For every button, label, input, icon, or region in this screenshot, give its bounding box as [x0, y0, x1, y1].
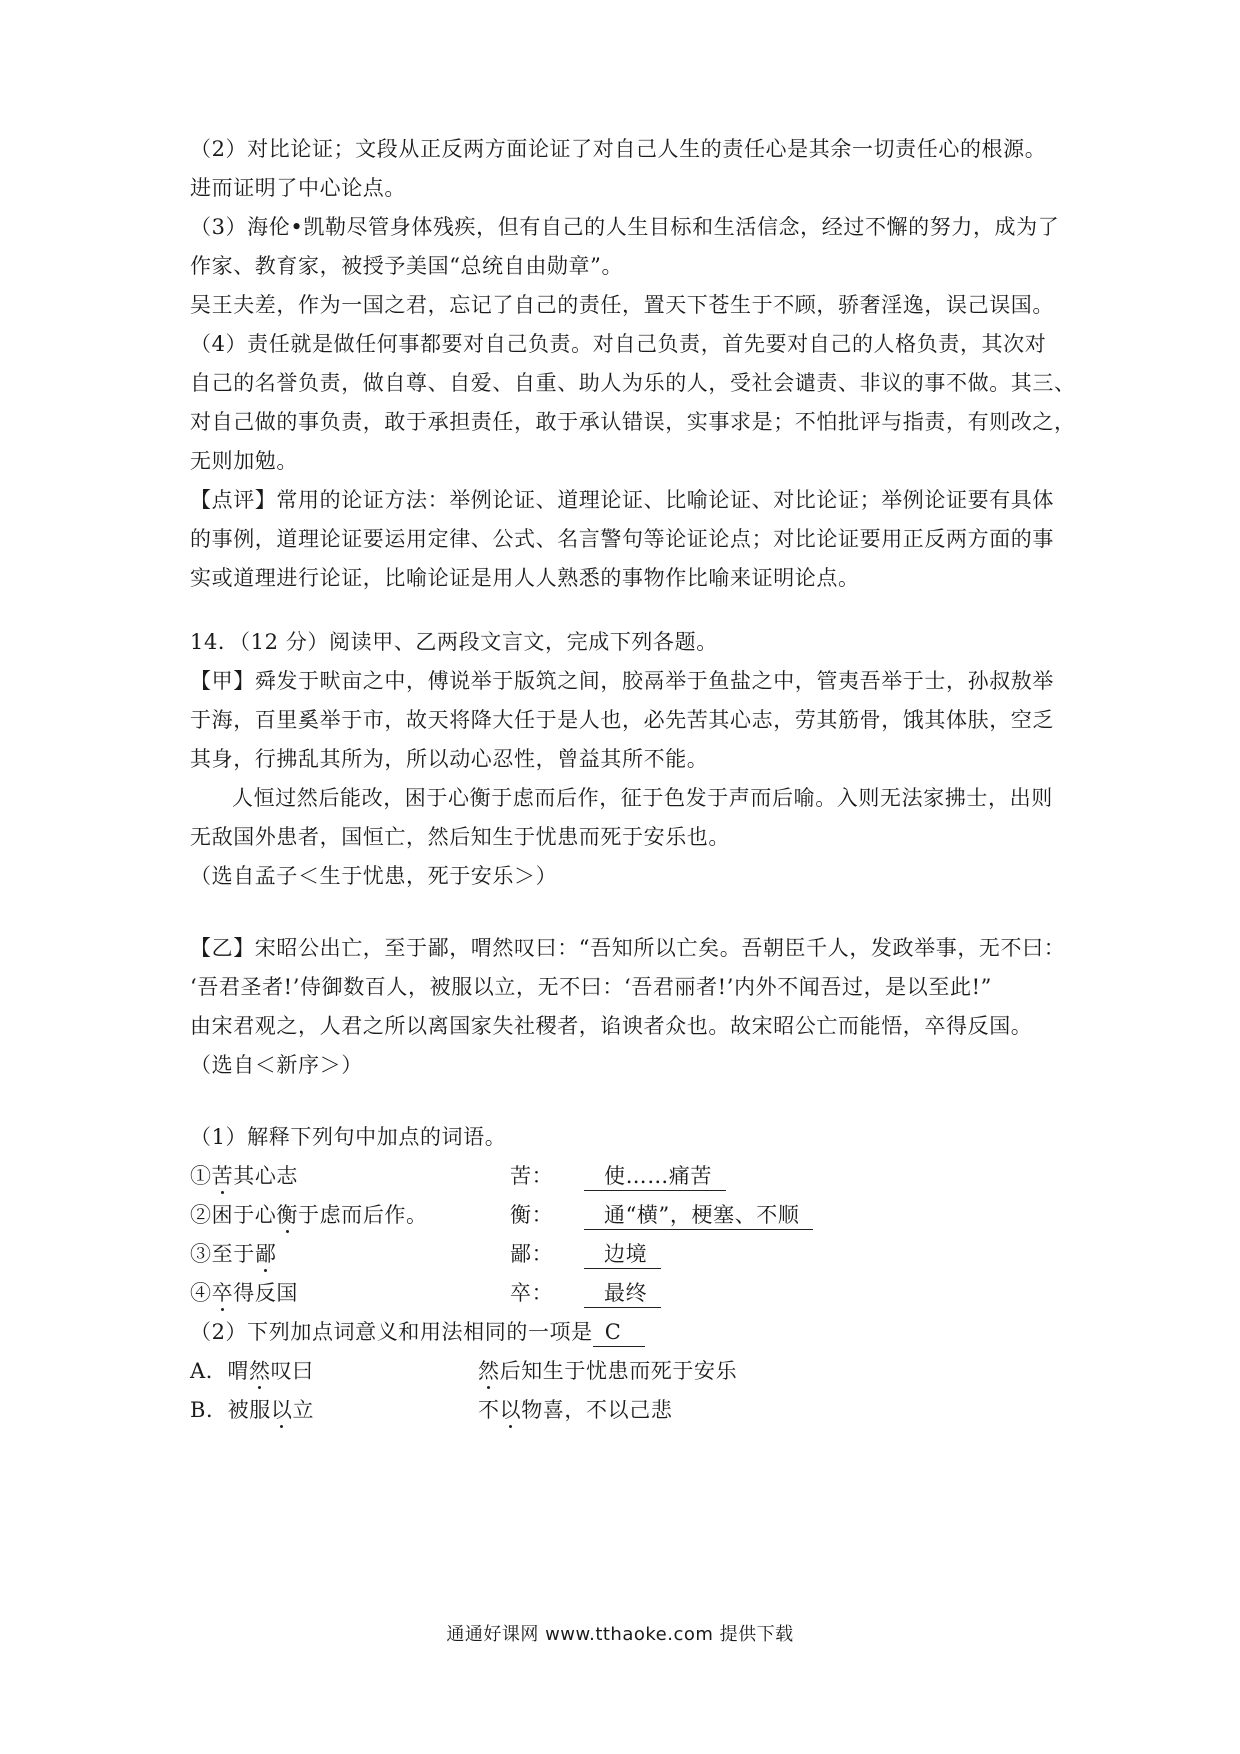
answer-blank: 使……痛苦: [584, 1163, 726, 1191]
answer-4-line-4: 无则加勉。: [190, 449, 298, 473]
option-compare-text: 后知生于忧患而死于安乐: [499, 1359, 738, 1383]
comment-line-3: 实或道理进行论证，比喻论证是用人人熟悉的事物作比喻来证明论点。: [190, 566, 860, 590]
vocab-num: ③: [190, 1242, 212, 1266]
dotted-word: 然: [248, 1359, 271, 1383]
vocab-answer-4: [584, 1278, 661, 1308]
text-yi-line-1: 【乙】宋昭公出亡，至于鄙，喟然叹曰：“吾知所以亡矣。吾朝臣千人，发政举事，无不曰：: [190, 936, 1066, 960]
vocab-num: ①: [190, 1164, 212, 1188]
text-jia-line-1: 【甲】舜发于畎亩之中，傅说举于版筑之间，胶鬲举于鱼盐之中，管夷吾举于士，孙叔敖举: [190, 669, 1054, 693]
text-yi-source: （选自＜新序＞）: [190, 1053, 363, 1077]
option-b-compare: [478, 1395, 672, 1425]
dotted-word: 衡: [276, 1203, 299, 1227]
text-jia-line-4: 人恒过然后能改，困于心衡于虑而后作，征于色发于声而后喻。入则无法家拂士，出则: [232, 786, 1053, 810]
option-compare-pre: 不: [478, 1398, 500, 1422]
answer-blank: 最终: [584, 1280, 661, 1308]
option-a-compare: [478, 1356, 737, 1386]
answer-3-line-2: 作家、教育家，被授予美国“总统自由勋章”。: [190, 254, 624, 278]
answer-4-line-2: 自己的名誉负责，做自尊、自爱、自重、助人为乐的人，受社会谴责、非议的事不做。其三、: [190, 371, 1076, 395]
page-footer: 通通好课网 www.tthaoke.com 提供下载: [446, 1624, 794, 1645]
vocab-sentence: 其心志: [233, 1164, 299, 1188]
answer-blank: 边境: [584, 1241, 661, 1269]
option-label: B．被服: [190, 1398, 271, 1422]
subquestion-2: [190, 1317, 1060, 1347]
dotted-word: 以: [499, 1398, 522, 1422]
text-yi-line-3: 由宋君观之，人君之所以离国家失社稷者，谄谀者众也。故宋昭公亡而能悟，卒得反国。: [190, 1014, 1033, 1038]
dotted-word: 然: [478, 1359, 500, 1383]
subquestion-2-prompt: （2）下列加点词意义和用法相同的一项是: [190, 1320, 593, 1344]
vocab-word-4: 卒：: [510, 1281, 554, 1305]
text-jia-line-3: 其身，行拂乱其所为，所以动心忍性，曾益其所不能。: [190, 747, 709, 771]
vocab-num: ④: [190, 1281, 212, 1305]
answer-4-line-3: 对自己做的事负责，敢于承担责任，敢于承认错误，实事求是；不怕批评与指责，有则改之，: [190, 410, 1076, 434]
answer-2-line-2: 进而证明了中心论点。: [190, 176, 406, 200]
vocab-num: ②: [190, 1203, 212, 1227]
vocab-sentence: 于虑而后作。: [298, 1203, 428, 1227]
option-text: 立: [292, 1398, 315, 1422]
subquestion-2-answer: C: [593, 1319, 646, 1347]
vocab-word-2: 衡：: [510, 1203, 554, 1227]
vocab-word-3: 鄙：: [510, 1242, 554, 1266]
vocab-answer-2: [584, 1200, 813, 1230]
comment-line-2: 的事例，道理论证要运用定律、公式、名言警句等论证论点；对比论证要用正反两方面的事: [190, 527, 1054, 551]
dotted-word: 以: [270, 1398, 293, 1422]
answer-3-line-3: 吴王夫差，作为一国之君，忘记了自己的责任，置天下苍生于不顾，骄奢淫逸，误己误国。: [190, 293, 1054, 317]
comment-line-1: 【点评】常用的论证方法：举例论证、道理论证、比喻论证、对比论证；举例论证要有具体: [190, 488, 1054, 512]
text-jia-source: （选自孟子＜生于忧患，死于安乐＞）: [190, 864, 558, 888]
subquestion-1: （1）解释下列句中加点的词语。: [190, 1125, 507, 1149]
vocab-word-1: 苦：: [510, 1164, 554, 1188]
text-jia-line-5: 无敌国外患者，国恒亡，然后知生于忧患而死于安乐也。: [190, 825, 730, 849]
dotted-word: 鄙: [254, 1242, 277, 1266]
vocab-sentence: 困于心: [211, 1203, 277, 1227]
dotted-word: 苦: [211, 1164, 234, 1188]
option-text: 叹曰: [270, 1359, 314, 1383]
question-14-heading: 14．（12 分）阅读甲、乙两段文言文，完成下列各题。: [190, 630, 718, 654]
text-yi-line-2: ‘吾君圣者!’侍御数百人，被服以立，无不曰：‘吾君丽者!’内外不闻吾过，是以至此!”: [190, 975, 992, 999]
option-compare-text: 物喜，不以己悲: [521, 1398, 673, 1422]
answer-blank: 通“横”，梗塞、不顺: [584, 1202, 813, 1230]
vocab-answer-3: [584, 1239, 661, 1269]
option-label: A．喟: [190, 1359, 249, 1383]
answer-4-line-1: （4）责任就是做任何事都要对自己负责。对自己负责，首先要对自己的人格负责，其次对: [190, 332, 1047, 356]
dotted-word: 卒: [211, 1281, 234, 1305]
vocab-sentence: 至于: [211, 1242, 255, 1266]
answer-3-line-1: （3）海伦•凯勒尽管身体残疾，但有自己的人生目标和生活信念，经过不懈的努力，成为了: [190, 215, 1060, 239]
vocab-sentence: 得反国: [233, 1281, 299, 1305]
text-jia-line-2: 于海，百里奚举于市，故天将降大任于是人也，必先苦其心志，劳其筋骨，饿其体肤，空乏: [190, 708, 1054, 732]
vocab-answer-1: [584, 1161, 726, 1191]
answer-2-line-1: （2）对比论证；文段从正反两方面论证了对自己人生的责任心是其余一切责任心的根源。: [190, 137, 1047, 161]
